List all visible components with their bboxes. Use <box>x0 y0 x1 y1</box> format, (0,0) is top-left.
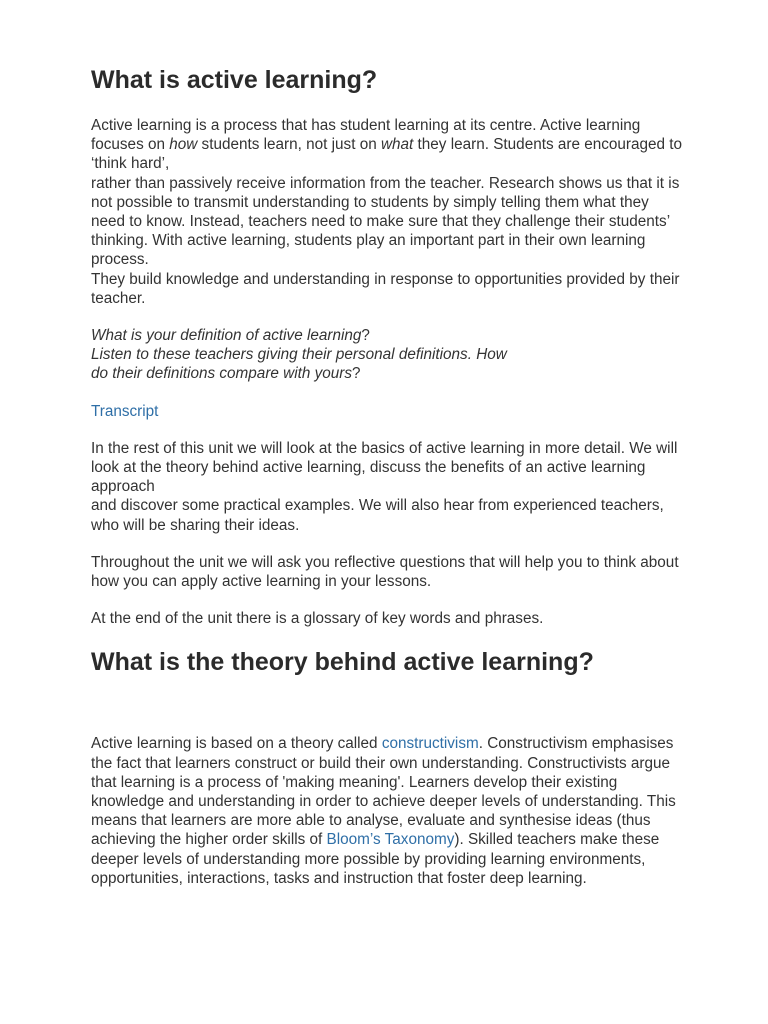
heading-what-is-active-learning: What is active learning? <box>91 66 378 94</box>
reflective-questions-paragraph: Throughout the unit we will ask you reflective questions that will help you to think about how you can apply active learning in your lessons. <box>91 553 679 591</box>
blooms-taxonomy-link[interactable]: Bloom’s Taxonomy <box>326 831 455 849</box>
question-line-2: Listen to these teachers giving their personal definitions. How <box>91 346 507 364</box>
intro-line-2: rather than passively receive information from the teacher. Research shows us that it is not possible to transmit understanding to students by simply telling them what they <box>91 174 680 211</box>
overview-line-2: and discover some practical examples. We will also hear from experienced teachers, who will be sharing their ideas. <box>91 497 664 534</box>
heading-theory-behind-active-learning: What is the theory behind active learning? <box>91 648 594 677</box>
reflective-question <box>91 326 691 384</box>
constructivism-paragraph: Active learning is based on a theory called constructivism. Constructivism emphasises the fact that learners construct or build their own understanding. Constructivists argue that learning is a process of 'making meaning'. Learners develop their existing knowledge and understanding in order to achieve deeper levels of understanding. This means that learners are more able to analyse, evaluate and synthesise ideas (thus achieving the higher order skills of Bloom’s Taxonomy). Skilled teachers make these deeper levels of understanding more possible by providing learning environments, opportunities, interactions, tasks and instruction that foster deep learning. <box>91 735 676 887</box>
question-line-3: do their definitions compare with yours? <box>91 365 361 383</box>
unit-overview-paragraph <box>91 439 691 535</box>
transcript-paragraph <box>91 402 691 421</box>
intro-line-3: need to know. Instead, teachers need to make sure that they challenge their students’ thinking. With active learning, students play an important part in their own learning process. <box>91 213 670 269</box>
overview-line-1: In the rest of this unit we will look at the basics of active learning in more detail. We will look at the theory behind active learning, discuss the benefits of an active learning approach <box>91 439 678 496</box>
intro-paragraph <box>91 116 691 308</box>
constructivism-link[interactable]: constructivism <box>381 735 479 753</box>
glossary-paragraph: At the end of the unit there is a glossary of key words and phrases. <box>91 610 544 628</box>
article-content <box>91 64 691 888</box>
transcript-link[interactable]: Transcript <box>91 402 159 420</box>
question-line-1: What is your definition of active learning? <box>91 327 370 345</box>
intro-line-1: Active learning is a process that has student learning at its centre. Active learning focuses on how students learn, not just on what they learn. Students are encouraged to ‘think hard’, <box>91 117 683 173</box>
intro-line-4: They build knowledge and understanding in response to opportunities provided by their teacher. <box>91 270 680 307</box>
